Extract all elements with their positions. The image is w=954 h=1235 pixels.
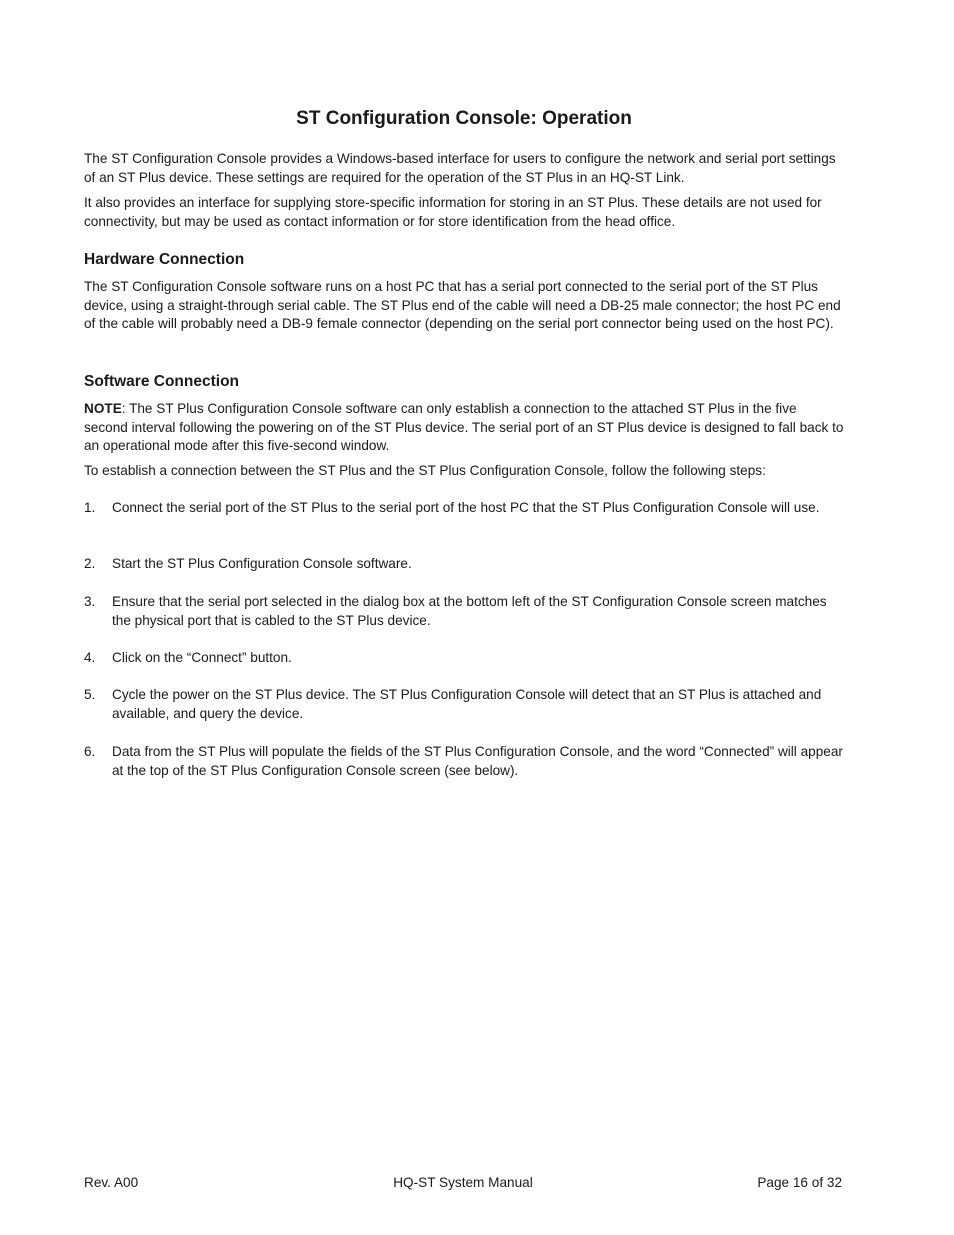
- list-item-text: Start the ST Plus Configuration Console software.: [112, 556, 412, 571]
- note-paragraph: [84, 400, 844, 456]
- list-item: [84, 649, 844, 668]
- list-item-number: 2.: [84, 556, 96, 571]
- list-item: [84, 555, 844, 574]
- intro-paragraph-2: It also provides an interface for supplying store-specific information for storing in an ST Plus. These details are not used for connectivity, but may be used as contact information or for store identification from the head office.: [84, 195, 822, 229]
- list-item: [84, 743, 844, 780]
- intro-paragraph-1: The ST Configuration Console provides a Windows-based interface for users to configure the network and serial port settings of an ST Plus device. These settings are required for the operation of the ST Plus in an HQ-ST Link.: [84, 151, 836, 185]
- note-label: NOTE: [84, 401, 122, 416]
- list-item-text: Data from the ST Plus will populate the fields of the ST Plus Configuration Console, and the word “Connected” will appear at the top of the ST Plus Configuration Console screen (see below).: [112, 744, 843, 778]
- list-item-text: Ensure that the serial port selected in the dialog box at the bottom left of the ST Configuration Console screen matches the physical port that is cabled to the ST Plus device.: [112, 594, 827, 628]
- list-item-text: Connect the serial port of the ST Plus to the serial port of the host PC that the ST Plus Configuration Console will use.: [112, 500, 820, 515]
- steps-intro: To establish a connection between the ST Plus and the ST Plus Configuration Console, follow the following steps:: [84, 463, 766, 478]
- note-text: : The ST Plus Configuration Console software can only establish a connection to the attached ST Plus in the five second interval following the powering on of the ST Plus device. The serial port of an ST Plus device is designed to fall back to an operational mode after this five-second window.: [84, 401, 844, 453]
- list-item: [84, 499, 844, 518]
- page-title: ST Configuration Console: Operation: [296, 108, 632, 129]
- list-item-number: 4.: [84, 650, 96, 665]
- footer-manual-title: HQ-ST System Manual: [393, 1175, 533, 1190]
- list-item-number: 1.: [84, 500, 96, 515]
- list-item: [84, 593, 844, 630]
- list-item-number: 6.: [84, 744, 96, 759]
- hardware-connection-paragraph: The ST Configuration Console software runs on a host PC that has a serial port connected to the serial port of the ST Plus device, using a straight-through serial cable. The ST Plus end of the cable will need a DB-25 male connector; the host PC end of the cable will probably need a DB-9 female connector (depending on the serial port connector being used on the host PC).: [84, 279, 841, 331]
- software-connection-heading: Software Connection: [84, 373, 240, 390]
- footer-revision: Rev. A00: [84, 1175, 139, 1190]
- list-item-number: 5.: [84, 687, 96, 702]
- hardware-connection-heading: Hardware Connection: [84, 251, 245, 268]
- list-item-text: Click on the “Connect” button.: [112, 650, 292, 665]
- list-item: [84, 686, 844, 723]
- footer-page-number: Page 16 of 32: [757, 1175, 842, 1190]
- list-item-number: 3.: [84, 594, 96, 609]
- list-item-text: Cycle the power on the ST Plus device. The ST Plus Configuration Console will detect that an ST Plus is attached and available, and query the device.: [112, 687, 822, 721]
